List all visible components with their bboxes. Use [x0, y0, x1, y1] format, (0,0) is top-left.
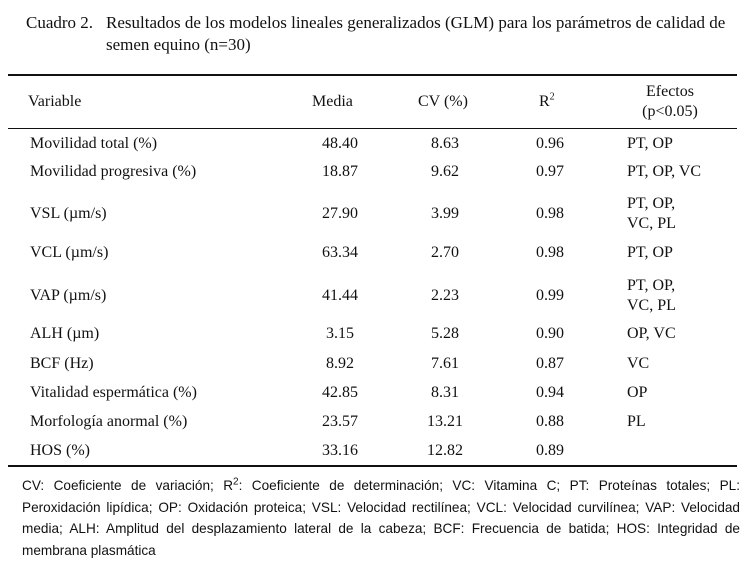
cell-efectos-line: VC, PL: [627, 215, 676, 232]
cell-media: 3.15: [326, 325, 354, 342]
cell-efectos-line: PT, OP: [627, 135, 673, 152]
cell-variable: VCL (µm/s): [30, 244, 109, 261]
cell-cv: 2.23: [431, 287, 459, 304]
cell-cv: 8.31: [431, 384, 459, 401]
header-efectos-line1: Efectos: [646, 83, 694, 100]
cell-media: 41.44: [322, 287, 358, 304]
cell-efectos: [627, 243, 737, 263]
cell-variable: Morfología anormal (%): [30, 413, 188, 430]
header-cv: CV (%): [418, 93, 468, 110]
cell-efectos: [627, 134, 737, 154]
cell-r2: 0.97: [536, 163, 564, 180]
cell-media: 8.92: [326, 355, 354, 372]
cell-cv: 7.61: [431, 355, 459, 372]
cell-cv: 9.62: [431, 163, 459, 180]
cell-cv: 3.99: [431, 205, 459, 222]
cell-efectos-line: PT, OP, VC: [627, 163, 702, 180]
cell-variable: ALH (µm): [30, 325, 100, 342]
header-rule: [8, 128, 737, 129]
cell-media: 42.85: [322, 384, 358, 401]
cell-r2: 0.90: [536, 325, 564, 342]
bottom-rule: [8, 465, 737, 467]
header-r2: [539, 93, 555, 111]
cell-r2: 0.98: [536, 244, 564, 261]
header-efectos: [622, 82, 718, 122]
cell-efectos-line: PT, OP,: [627, 195, 676, 212]
top-rule: [8, 74, 737, 76]
footnote-sup: 2: [233, 476, 239, 488]
header-media: Media: [312, 93, 353, 110]
cell-r2: 0.96: [536, 135, 564, 152]
cell-cv: 13.21: [427, 413, 463, 430]
cell-efectos-line: OP, VC: [627, 325, 676, 342]
cell-variable: BCF (Hz): [30, 355, 94, 372]
cell-r2: 0.99: [536, 287, 564, 304]
cell-cv: 12.82: [427, 442, 463, 459]
cell-efectos-line: OP: [627, 384, 648, 401]
cell-r2: 0.94: [536, 384, 564, 401]
header-r2-sup: 2: [549, 91, 555, 103]
cell-efectos: [627, 412, 737, 432]
cell-efectos-line: PL: [627, 413, 646, 430]
header-variable: Variable: [28, 93, 82, 110]
cell-media: 63.34: [322, 244, 358, 261]
cell-variable: Movilidad total (%): [30, 135, 158, 152]
cell-variable: Movilidad progresiva (%): [30, 163, 197, 180]
caption-label: Cuadro 2.: [26, 13, 94, 32]
header-efectos-line2: (p<0.05): [642, 103, 698, 120]
caption-title: Resultados de los modelos lineales generalizados (GLM) para los parámetros de calidad de semen equino (n=30): [106, 13, 726, 54]
cell-efectos-line: VC: [627, 355, 650, 372]
cell-efectos: [627, 276, 737, 316]
cell-cv: 8.63: [431, 135, 459, 152]
cell-efectos-line: PT, OP,: [627, 277, 676, 294]
cell-media: 48.40: [322, 135, 358, 152]
cell-efectos: [627, 383, 737, 403]
cell-r2: 0.87: [536, 355, 564, 372]
cell-media: 23.57: [322, 413, 358, 430]
cell-r2: 0.98: [536, 205, 564, 222]
cell-efectos: [627, 354, 737, 374]
cell-media: 33.16: [322, 442, 358, 459]
cell-cv: 5.28: [431, 325, 459, 342]
table-footnote: [22, 475, 740, 561]
cell-media: 18.87: [322, 163, 358, 180]
cell-variable: VAP (µm/s): [30, 287, 107, 304]
cell-variable: Vitalidad espermática (%): [30, 384, 197, 401]
footnote-part1: CV: Coeficiente de variación; R: [22, 478, 234, 493]
cell-r2: 0.89: [536, 442, 564, 459]
cell-r2: 0.88: [536, 413, 564, 430]
cell-efectos-line: PT, OP: [627, 244, 673, 261]
cell-variable: VSL (µm/s): [30, 205, 107, 222]
cell-efectos: [627, 324, 737, 344]
cell-efectos: [627, 162, 737, 182]
cell-media: 27.90: [322, 205, 358, 222]
cell-efectos-line: VC, PL: [627, 297, 676, 314]
cell-cv: 2.70: [431, 244, 459, 261]
footnote-part2: : Coeficiente de determinación; VC: Vitamina C; PT: Proteínas totales; PL: Peroxidación lipídica; OP: Oxidación proteica; VSL: Velocidad rectilínea; VCL: Velocidad curvilínea; VAP: Velocidad media; ALH: Amplitud del desplazamiento lateral de la cabeza; BCF: Frecuencia de batida; HOS: Integridad de membrana plasmática: [22, 478, 740, 558]
cell-variable: HOS (%): [30, 442, 90, 459]
cell-efectos: [627, 194, 737, 234]
header-r2-base: R: [539, 93, 550, 110]
